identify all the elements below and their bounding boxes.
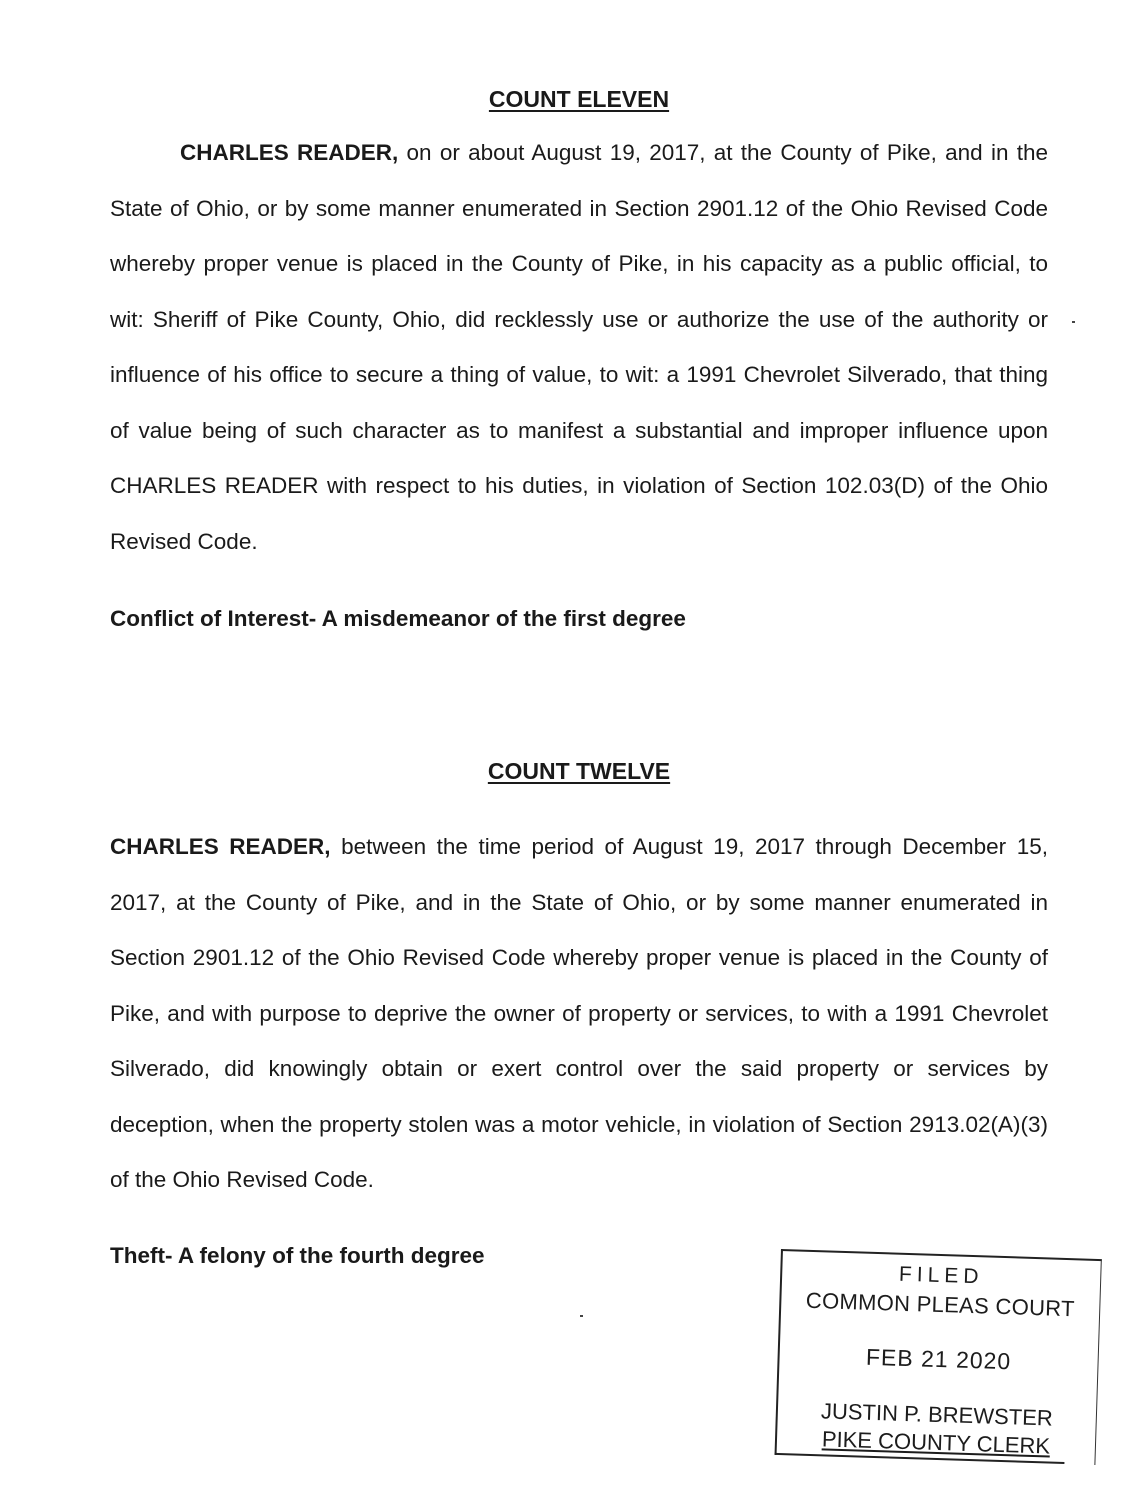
stamp-clerk-title: PIKE COUNTY CLERK xyxy=(821,1426,1051,1459)
scan-speck xyxy=(1072,321,1075,323)
stamp-clerk-name: JUSTIN P. BREWSTER xyxy=(820,1398,1054,1431)
scan-speck xyxy=(580,1315,583,1317)
filed-stamp xyxy=(775,1249,1102,1465)
count-eleven-charge: Conflict of Interest- A misdemeanor of the first degree xyxy=(110,606,686,631)
stamp-filing-date: FEB 21 2020 xyxy=(865,1343,1012,1375)
count-eleven-body: on or about August 19, 2017, at the County of Pike, and in the State of Ohio, or by some manner enumerated in Section 2901.12 of the Ohio Revised Code whereby proper venue is placed in the County of Pike, in his capacity as a public official, to wit: Sheriff of Pike County, Ohio, did recklessly use or authorize the use of the authority or influence of his office to secure a thing of value, to wit: a 1991 Chevrolet Silverado, that thing of value being of such character as to manifest a substantial and improper influence upon CHARLES READER with respect to his duties, in violation of Section 102.03(D) of the Ohio Revised Code. xyxy=(110,140,1048,554)
stamp-filed-label: FILED xyxy=(898,1262,984,1289)
count-eleven-paragraph xyxy=(110,125,1048,569)
count-twelve-defendant: CHARLES READER, xyxy=(110,834,331,859)
stamp-court-name: COMMON PLEAS COURT xyxy=(805,1287,1076,1322)
count-twelve-paragraph xyxy=(110,819,1048,1208)
count-eleven-heading: COUNT ELEVEN xyxy=(488,86,670,112)
count-eleven-defendant: CHARLES READER, xyxy=(180,140,399,165)
count-twelve-body: between the time period of August 19, 2017 through December 15, 2017, at the County of Pike, and in the State of Ohio, or by some manner enumerated in Section 2901.12 of the Ohio Revised Code whereby proper venue is placed in the County of Pike, and with purpose to deprive the owner of property or services, to with a 1991 Chevrolet Silverado, did knowingly obtain or exert control over the said property or services by deception, when the property stolen was a motor vehicle, in violation of Section 2913.02(A)(3) of the Ohio Revised Code. xyxy=(110,834,1048,1192)
count-twelve-charge: Theft- A felony of the fourth degree xyxy=(110,1243,485,1268)
count-twelve-heading: COUNT TWELVE xyxy=(487,758,671,784)
